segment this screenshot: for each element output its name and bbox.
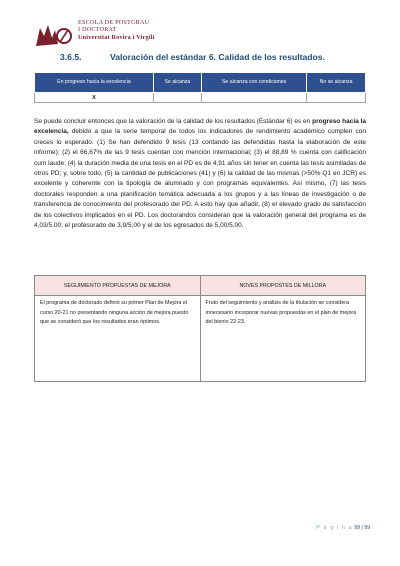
table-header-row — [35, 276, 366, 296]
urv-emblem-icon — [34, 22, 72, 48]
mark-achieved-with-conditions — [201, 93, 306, 103]
header-achieved: Se alcanza — [153, 73, 201, 93]
table-header-row — [35, 73, 366, 93]
logo-text — [78, 19, 155, 41]
header-achieved-with-conditions: Se alcanza con condiciones — [201, 73, 306, 93]
section-title: Valoración del estándar 6. Calidad de los resultados. — [110, 52, 325, 62]
mark-achieved — [153, 93, 201, 103]
header-not-achieved: No se alcanza — [307, 73, 366, 93]
logo-line-2: I DOCTORAT — [78, 26, 117, 34]
new-proposals-cell: Fruto del seguimiento y análisis de la titulación se considera innecesario incorporar nuevas propuestas en el plan de mejora del bienio 22-23. — [200, 296, 366, 382]
table-row — [35, 296, 366, 382]
table-row — [35, 93, 366, 103]
improvement-proposals-table — [34, 275, 366, 382]
section-number: 3.6.5. — [60, 52, 82, 62]
page-footer — [316, 525, 370, 531]
follow-up-cell: El programa de doctorado definió su primer Plan de Mejora el curso 20-21 no presentando ninguna acción de mejora puesto que se consideró que los resultados eran óptimos. — [35, 296, 201, 382]
paragraph-text-end: debido a que la serie temporal de todos los indicadores de rendimiento académico cumplen con creces lo esperado. (1) Se han defendido 9 tesis (13 contando las defendidas hasta la elaboración de este informe); (2) el 66,67% de las 9 tesis cuentan con mención internacional; (3) el 88,89 % cuenta con calificación cum laude; (4) la duración media de una tesis en el PD es de 4,91 años sin tener en cuenta las tesis asimiladas de otros PD; y, sobre todo, (5) la cantidad de publicaciones (41) y (6) la calidad de las mismas (>50% Q1 en JCR) es excelente y coherente con la tipología de alumnado y con programas equivalentes. Así mismo, (7) las tesis doctorales responden a una planificación temática adecuada a los grupos y a las líneas de investigación o de transferencia de conocimiento del profesorado del PD. A esto hay que añadir, (8) el elevado grado de satisfacción de los colectivos implicados en el PD. Los doctorandos consideran que la valoración general del programa es de 4,03/5,00; el profesorado de 3,9/5,00 y el de los egresados de 5,00/5,00. — [34, 128, 366, 230]
paragraph-text-start: Se puede concluir entonces que la valoración de la calidad de los resultados (Estándar 6) es en — [34, 118, 313, 125]
logo-line-3: Universitat Rovira i Virgili — [78, 33, 155, 41]
standard-assessment-table — [34, 72, 366, 103]
page-label: P á g i n a — [316, 525, 353, 531]
logo-line-1: ESCOLA DE POSTGRAU — [78, 19, 150, 26]
page-number: 99 | 99 — [354, 525, 370, 531]
mark-not-achieved — [307, 93, 366, 103]
mark-in-progress: X — [35, 93, 154, 103]
header-follow-up: SEGUIMIENTO PROPUESTAS DE MEJORA — [35, 276, 201, 296]
header-new-proposals: NOVES PROPOSTES DE MILLORA — [200, 276, 366, 296]
university-logo — [34, 18, 174, 50]
header-in-progress: En progreso hacia la excelencia — [35, 73, 154, 93]
conclusion-paragraph — [34, 117, 366, 231]
section-heading — [60, 52, 325, 62]
paragraph-bold-text: progreso hacia la excelencia, — [34, 118, 367, 136]
